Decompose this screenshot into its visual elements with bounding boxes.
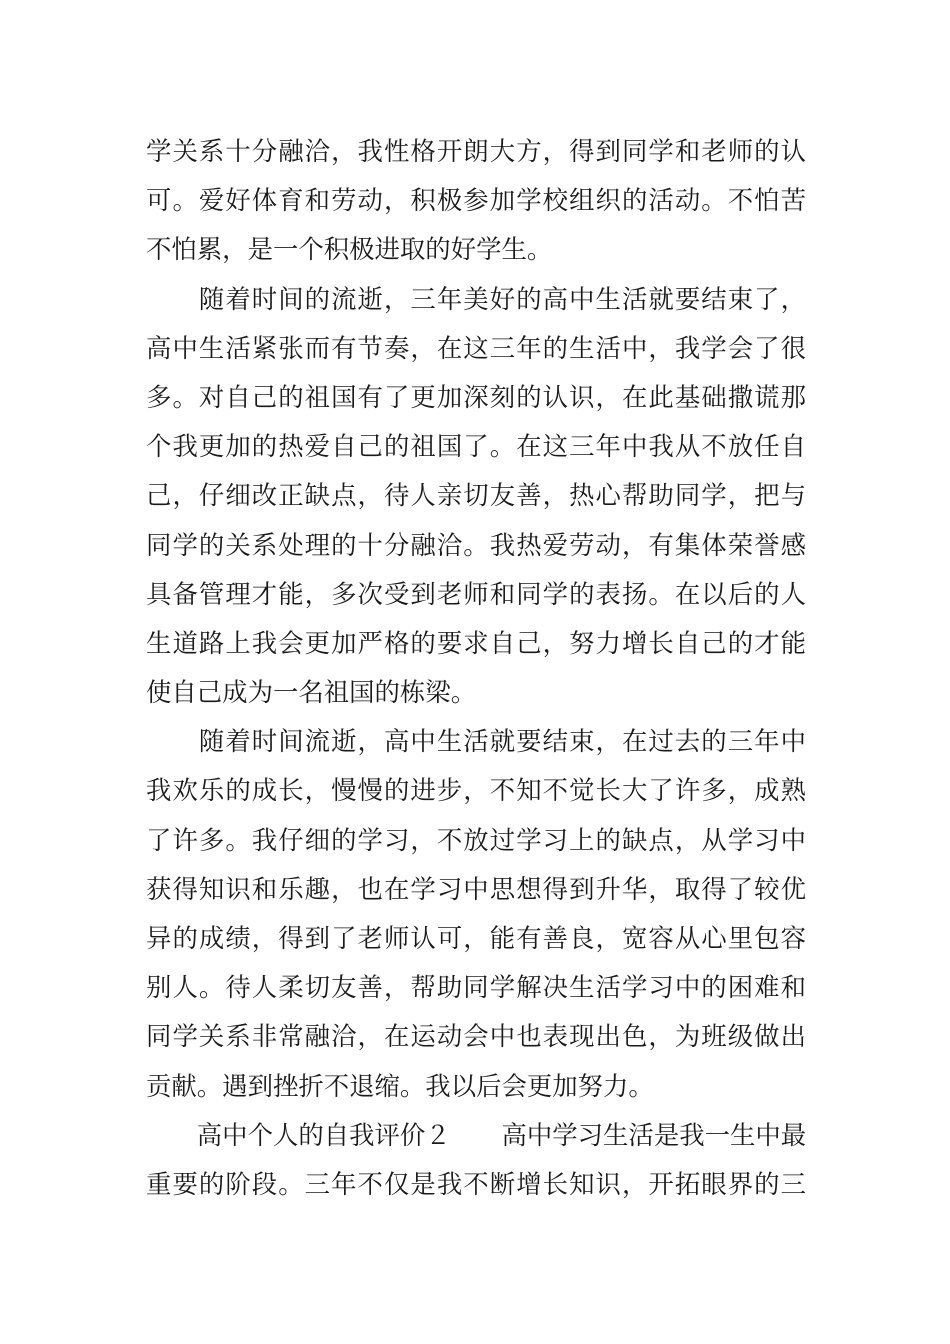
text-line: 具备管理才能，多次受到老师和同学的表扬。在以后的人 bbox=[146, 578, 806, 609]
text-line: 学关系十分融洽，我性格开朗大方，得到同学和老师的认 bbox=[146, 136, 806, 166]
text-line: 别人。待人柔切友善，帮助同学解决生活学习中的困难和 bbox=[146, 972, 806, 1003]
text-line: 高中生活紧张而有节奏，在这三年的生活中，我学会了很 bbox=[146, 332, 806, 363]
text-line: 贡献。遇到挫折不退缩。我以后会更加努力。 bbox=[146, 1070, 654, 1101]
text-line: 随着时间流逝，高中生活就要结束，在过去的三年中 bbox=[146, 726, 806, 757]
text-line: 可。爱好体育和劳动，积极参加学校组织的活动。不怕苦 bbox=[146, 185, 806, 216]
text-line: 获得知识和乐趣，也在学习中思想得到升华，取得了较优 bbox=[146, 873, 806, 904]
text-line: 重要的阶段。三年不仅是我不断增长知识，开拓眼界的三 bbox=[146, 1168, 806, 1199]
text-line: 生道路上我会更加严格的要求自己，努力增长自己的才能 bbox=[146, 627, 806, 658]
text-line: 随着时间的流逝，三年美好的高中生活就要结束了， bbox=[146, 283, 806, 314]
text-line: 高中个人的自我评价２ 高中学习生活是我一生中最 bbox=[146, 1119, 807, 1150]
text-line: 我欢乐的成长，慢慢的进步，不知不觉长大了许多，成熟 bbox=[146, 775, 806, 806]
document-body bbox=[146, 127, 806, 1209]
text-line: 了许多。我仔细的学习，不放过学习上的缺点，从学习中 bbox=[146, 824, 806, 855]
text-line: 不怕累，是一个积极进取的好学生。 bbox=[146, 234, 553, 265]
text-line: 个我更加的热爱自己的祖国了。在这三年中我从不放任自 bbox=[146, 431, 806, 462]
text-line: 使自己成为一名祖国的栋梁。 bbox=[146, 677, 477, 708]
text-line: 多。对自己的祖国有了更加深刻的认识，在此基础撒谎那 bbox=[146, 381, 806, 412]
text-line: 同学的关系处理的十分融洽。我热爱劳动，有集体荣誉感 bbox=[146, 529, 806, 560]
text-line: 异的成绩，得到了老师认可，能有善良，宽容从心里包容 bbox=[146, 923, 806, 953]
text-line: 同学关系非常融洽，在运动会中也表现出色，为班级做出 bbox=[146, 1021, 806, 1052]
text-line: 己，仔细改正缺点，待人亲切友善，热心帮助同学，把与 bbox=[146, 480, 806, 511]
